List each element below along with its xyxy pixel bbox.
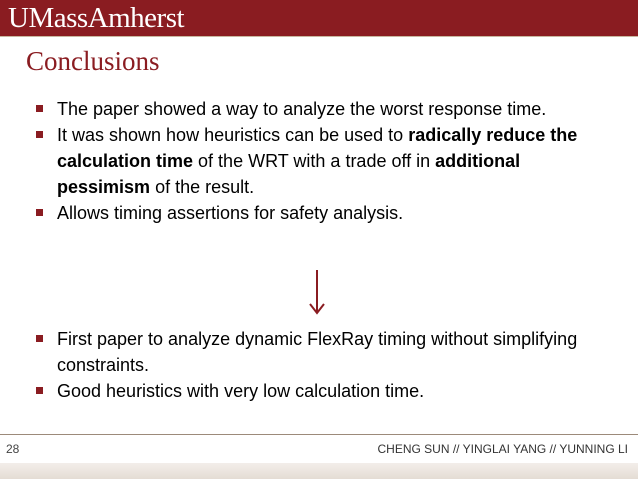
bullet-text: of the result.	[150, 177, 255, 197]
bullet-square-icon	[36, 387, 43, 394]
bullet-item	[36, 96, 596, 122]
bullet-text: It was shown how heuristics can be used to	[57, 125, 409, 145]
bullet-square-icon	[36, 131, 43, 138]
bullet-text: Good heuristics with very low calculation time.	[57, 381, 425, 401]
bullet-text: of the WRT with a trade off in	[193, 151, 436, 171]
footer-band	[0, 463, 638, 479]
slide-title: Conclusions	[26, 46, 160, 76]
bullet-item	[36, 378, 596, 404]
down-arrow-icon	[305, 268, 329, 316]
bullet-item	[36, 326, 596, 378]
bullet-text: First paper to analyze dynamic FlexRay timing without simplifying constraints.	[57, 329, 578, 375]
bullet-text: Allows timing assertions for safety analysis.	[57, 203, 404, 223]
bullet-item	[36, 122, 596, 200]
bullet-text: The paper showed a way to analyze the worst response time.	[57, 99, 547, 119]
footer-authors: CHENG SUN // YINGLAI YANG // YUNNING LI	[377, 442, 628, 456]
bullet-list-bottom	[36, 326, 596, 404]
umass-amherst-logo: UMassAmherst	[8, 2, 185, 34]
bullet-emphasis: additional pessimism	[57, 151, 521, 197]
slide-number: 28	[6, 442, 20, 456]
header-band	[0, 0, 638, 36]
bullet-item	[36, 200, 596, 226]
bullet-emphasis: radically reduce the calculation time	[57, 125, 578, 171]
bullet-square-icon	[36, 105, 43, 112]
header-divider	[0, 36, 638, 37]
bullet-square-icon	[36, 209, 43, 216]
bullet-square-icon	[36, 335, 43, 342]
bullet-list-top	[36, 96, 596, 226]
footer-divider	[0, 434, 638, 435]
